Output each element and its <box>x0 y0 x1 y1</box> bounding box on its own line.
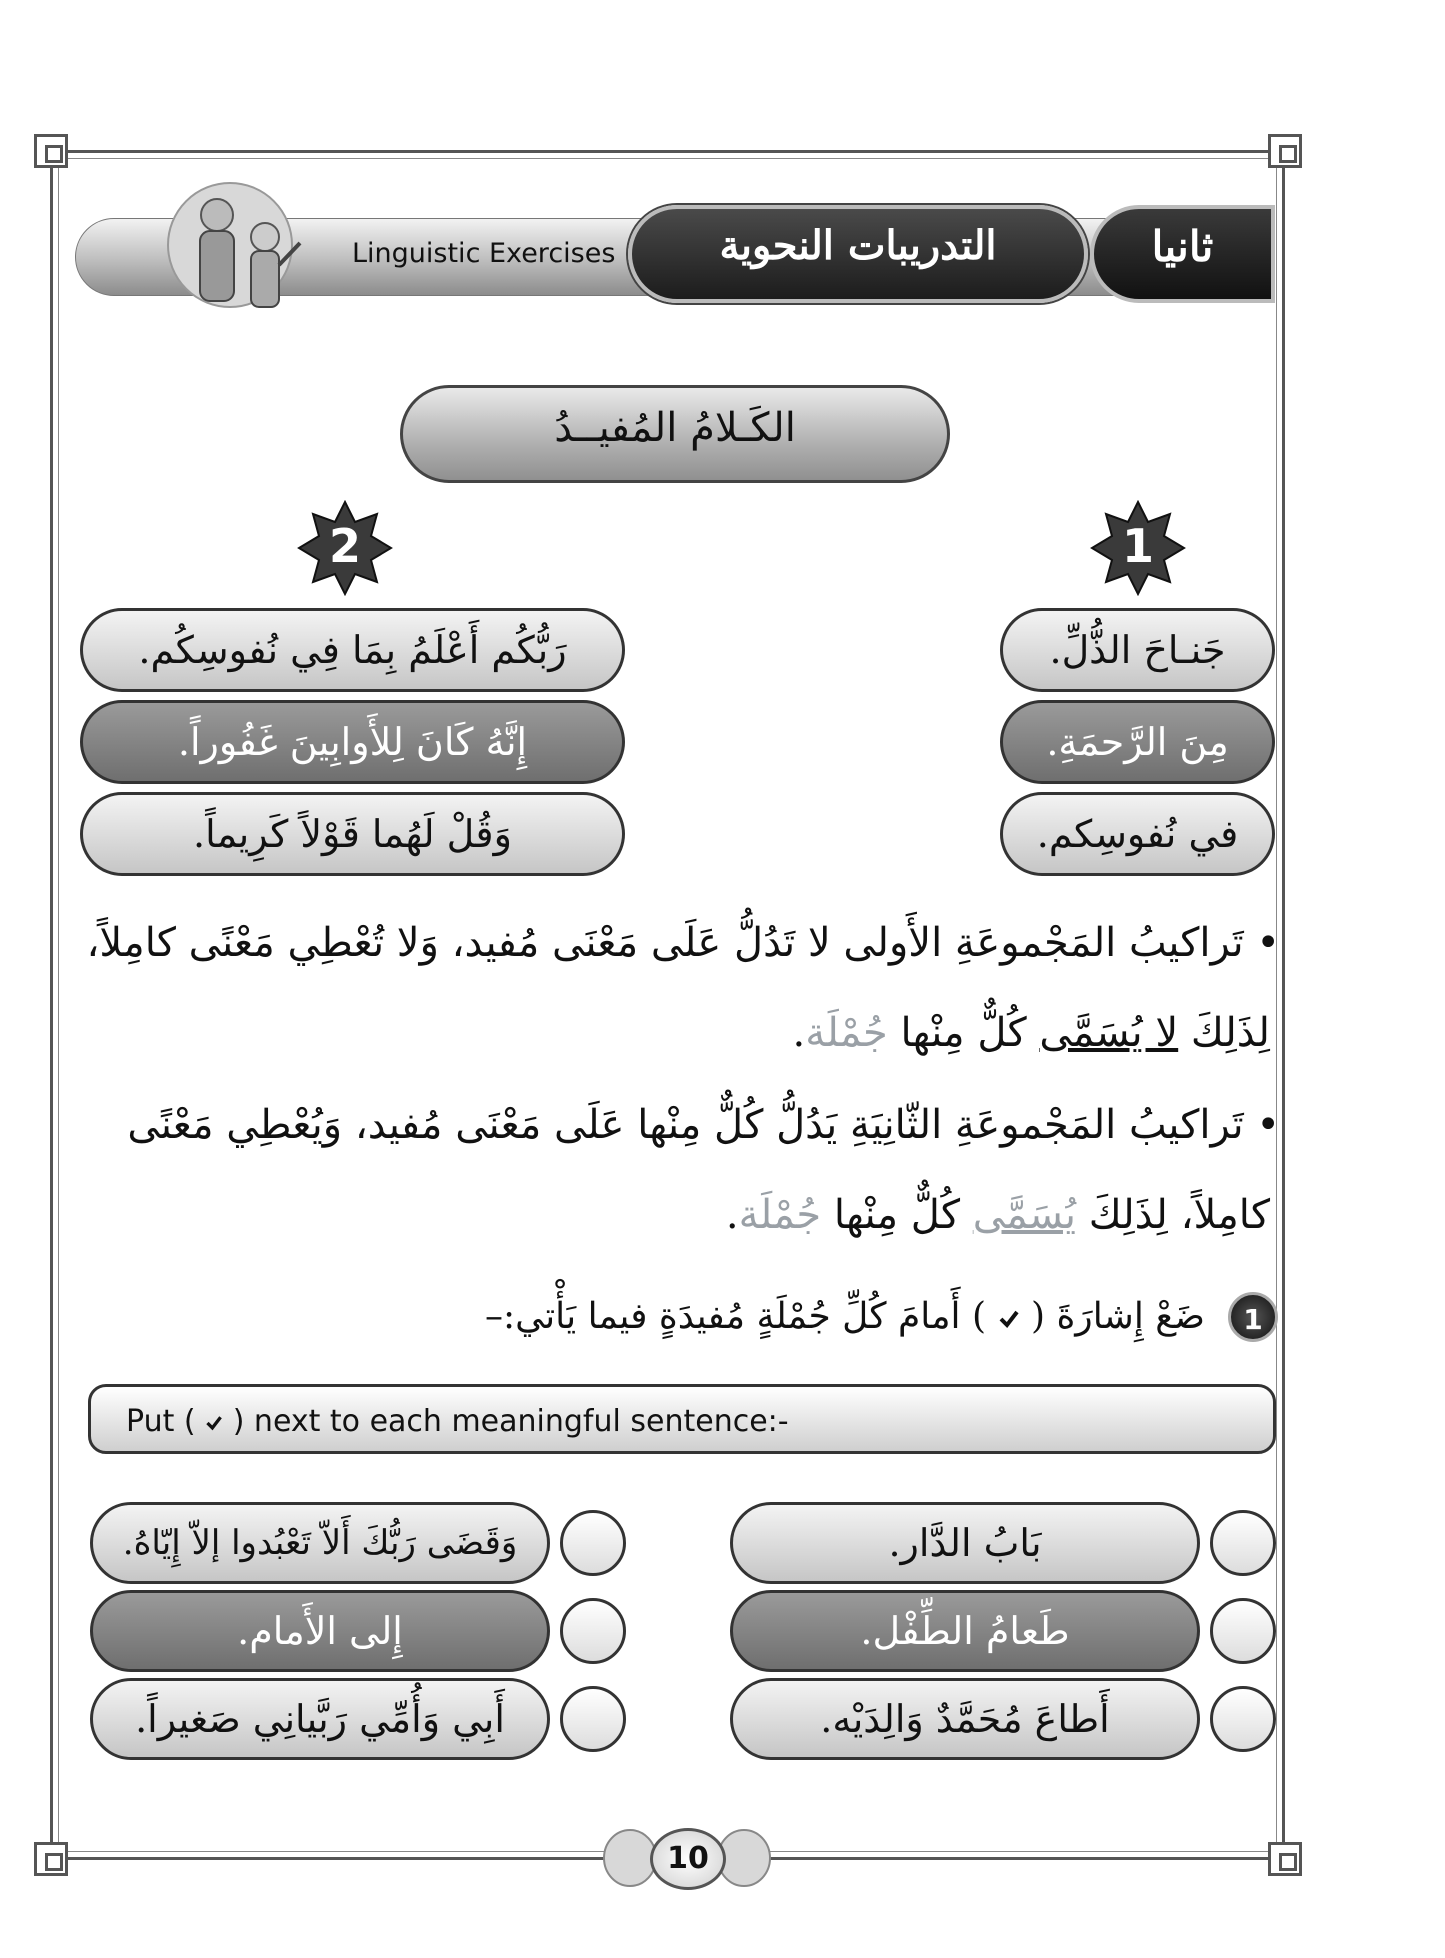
answer-checkbox[interactable] <box>560 1686 626 1752</box>
option-sentence: أَبِي وَأُمِّي رَبَّيانِي صَغيراً. <box>90 1678 550 1760</box>
bullet2-line1: تَراكيبُ المَجْموعَةِ الثّانِيَةِ يَدُلُّ كُلٌّ مِنْها عَلَى مَعْنَى مُفيد، وَيُعْطِي مَعْنًى <box>127 1102 1244 1148</box>
bullet-dot-icon: • <box>1256 920 1280 966</box>
frame-corner-top-left <box>34 134 68 168</box>
header-english-title: Linguistic Exercises <box>352 238 616 269</box>
page-number: 10 <box>650 1828 726 1890</box>
bullet-text <box>793 1010 1271 1056</box>
instruction-before: Put ( <box>126 1404 196 1439</box>
instruction-text <box>126 1404 789 1439</box>
answer-checkbox[interactable] <box>560 1510 626 1576</box>
answer-checkbox[interactable] <box>560 1598 626 1664</box>
option-sentence: وَقَضَى رَبُّكَ أَلاّ تَعْبُدوا إلاّ إِيّاهُ. <box>90 1502 550 1584</box>
bullet-text <box>726 1192 1270 1238</box>
period: . <box>792 1010 806 1056</box>
group1-badge-label: 1 <box>1121 519 1154 573</box>
group1-item: جَنـاحَ الذُّلِّ. <box>1000 608 1275 692</box>
section-title: الكَـلامُ المُفيــدُ <box>554 405 796 451</box>
bullet2-term-called: يُسَمَّى <box>972 1192 1077 1238</box>
bullet2-line2-start: كامِلاً، لِذَلِكَ <box>1088 1192 1270 1238</box>
option-sentence: بَابُ الدَّار. <box>730 1502 1200 1584</box>
bullet2-line2-mid: كُلٌّ مِنْها <box>833 1192 961 1238</box>
bullet-text <box>87 920 1281 966</box>
group2-badge-label: 2 <box>328 519 361 573</box>
group2-item: وَقُلْ لَهُما قَوْلاً كَرِيماً. <box>80 792 625 876</box>
bullet-text <box>127 1102 1280 1148</box>
group2-item: إِنَّهُ كَانَ لِلأَوابِينَ غَفُوراً. <box>80 700 625 784</box>
answer-checkbox[interactable] <box>1210 1598 1276 1664</box>
frame-corner-bottom-right <box>1268 1842 1302 1876</box>
option-sentence: إِلى الأَمام. <box>90 1590 550 1672</box>
bullet1-term-not-called: لا يُسَمَّى <box>1039 1010 1179 1056</box>
question-text <box>485 1296 1205 1337</box>
period: . <box>725 1192 739 1238</box>
question-text-before: ضَعْ إِشارَةَ ( <box>1030 1296 1205 1337</box>
question-text-after: ) أَمامَ كُلِّ جُمْلَةٍ مُفيدَةٍ فيما يَأْتي:– <box>485 1296 987 1337</box>
answer-checkbox[interactable] <box>1210 1510 1276 1576</box>
group1-item: مِنَ الرَّحمَةِ. <box>1000 700 1275 784</box>
group1-item: في نُفوسِكم. <box>1000 792 1275 876</box>
children-illustration-icon <box>155 175 345 325</box>
checkmark-icon <box>205 1414 223 1432</box>
bullet1-line1: تَراكيبُ المَجْموعَةِ الأَولى لا تَدُلُّ عَلَى مَعْنَى مُفيد، وَلا تُعْطِي مَعْنًى كامِلاً، <box>86 920 1244 966</box>
answer-checkbox[interactable] <box>1210 1686 1276 1752</box>
option-sentence: أَطاعَ مُحَمَّدٌ وَالِدَيْه. <box>730 1678 1200 1760</box>
header-section-label: ثانيا <box>1151 222 1214 271</box>
bullet2-term-sentence: جُمْلَة <box>738 1192 822 1238</box>
option-sentence: طَعامُ الطِّفْل. <box>730 1590 1200 1672</box>
question-number: 1 <box>1228 1292 1278 1342</box>
group2-item: رَبُّكُم أَعْلَمُ بِمَا فِي نُفوسِكُم. <box>80 608 625 692</box>
instruction-after: ) next to each meaningful sentence:- <box>232 1404 789 1439</box>
checkmark-icon <box>998 1308 1020 1330</box>
bullet1-line2-mid: كُلٌّ مِنْها <box>900 1010 1027 1056</box>
header-arabic-title: التدريبات النحوية <box>719 222 997 269</box>
bullet1-term-sentence: جُمْلَة <box>805 1010 888 1056</box>
bullet-dot-icon: • <box>1256 1102 1280 1148</box>
frame-corner-bottom-left <box>34 1842 68 1876</box>
bullet1-line2-start: لِذَلِكَ <box>1190 1010 1270 1056</box>
frame-corner-top-right <box>1268 134 1302 168</box>
